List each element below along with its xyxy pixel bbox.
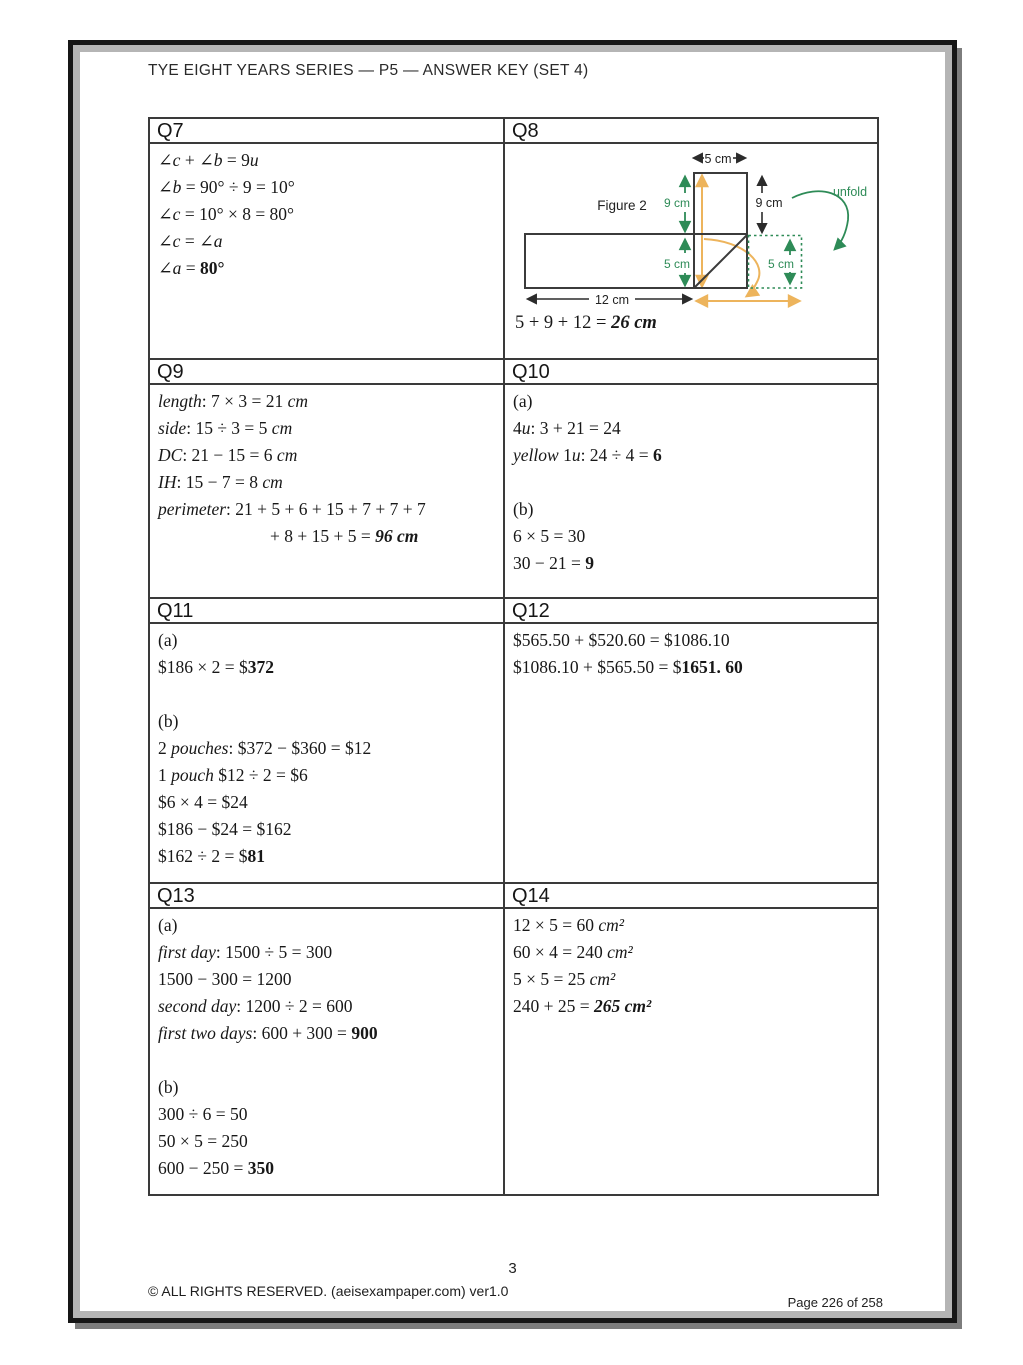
answer-line: side: 15 ÷ 3 = 5 cm [158,418,293,438]
answer-line: 12 × 5 = 60 cm² [513,915,625,935]
answer-line: first two days: 600 + 300 = 900 [158,1023,378,1043]
answer-line: $565.50 + $520.60 = $1086.10 [513,630,730,650]
answer-line [158,681,495,708]
answer-line: + 8 + 15 + 5 = 96 cm [270,526,419,546]
answer-line: (a) [158,915,178,935]
answer-line: yellow 1u: 24 ÷ 4 = 6 [513,445,662,465]
right-5cm-label: 5 cm [767,257,795,271]
q13-header: Q13 [149,883,504,908]
answer-line: (a) [158,630,178,650]
figure-label: Figure 2 [597,198,647,213]
horizontal-rectangle [525,234,747,288]
answer-line: IH: 15 − 7 = 8 cm [158,472,283,492]
answer-line: 4u: 3 + 21 = 24 [513,418,621,438]
answer-line: ∠a = 80° [158,258,225,278]
answer-line: $162 ÷ 2 = $81 [158,846,265,866]
document-page [80,52,945,1311]
right-9cm-label: 9 cm [755,196,783,210]
answer-line: 240 + 25 = 265 cm² [513,996,652,1016]
q11-answer-cell [149,623,504,883]
answer-line: 30 − 21 = 9 [513,553,594,573]
answer-line: $6 × 4 = $24 [158,792,248,812]
q14-header: Q14 [504,883,878,908]
q8-answer-formula [515,310,657,337]
q11-header: Q11 [149,598,504,623]
answer-line: 50 × 5 = 250 [158,1131,248,1151]
answer-line: length: 7 × 3 = 21 cm [158,391,309,411]
answer-line [158,1047,495,1074]
answer-line: ∠c + ∠b = 9u [158,150,259,170]
q7-answer-cell [149,143,504,359]
left-9cm-label: 9 cm [663,196,691,210]
answer-line: 1500 − 300 = 1200 [158,969,292,989]
left-5cm-label: 5 cm [663,257,691,271]
answer-line: (b) [158,711,179,731]
answer-line: 6 × 5 = 30 [513,526,586,546]
answer-line: 600 − 250 = 350 [158,1158,274,1178]
answer-line: (b) [513,499,534,519]
q13-answer-cell [149,908,504,1195]
q8-header: Q8 [504,118,878,143]
answer-line: $1086.10 + $565.50 = $1651. 60 [513,657,743,677]
bottom-12cm-label: 12 cm [594,293,630,307]
q12-answer-cell [504,623,878,883]
q12-header: Q12 [504,598,878,623]
answer-line: 2 pouches: $372 − $360 = $12 [158,738,372,758]
page-number: 3 [508,1260,517,1277]
top-width-label: 5 cm [704,152,732,166]
document-title: TYE EIGHT YEARS SERIES — P5 — ANSWER KEY (SET 4) [148,62,589,79]
answer-line: ∠b = 90° ÷ 9 = 10° [158,177,295,197]
answer-line: second day: 1200 ÷ 2 = 600 [158,996,353,1016]
answer-line: $186 × 2 = $372 [158,657,274,677]
answer-line: 60 × 4 = 240 cm² [513,942,633,962]
answer-line: DC: 21 − 15 = 6 cm [158,445,298,465]
q10-answer-cell [504,384,878,598]
answer-line: $186 − $24 = $162 [158,819,292,839]
answer-line: 300 ÷ 6 = 50 [158,1104,248,1124]
page-frame [68,40,957,1323]
copyright-notice: © ALL RIGHTS RESERVED. (aeisexampaper.com) ver1.0 [148,1283,509,1299]
unfold-arrow [792,191,848,249]
q8-answer-cell [504,143,878,359]
q9-answer-cell [149,384,504,598]
answer-line: 1 pouch $12 ÷ 2 = $6 [158,765,308,785]
q14-answer-cell [504,908,878,1195]
answer-line: ∠c = 10° × 8 = 80° [158,204,295,224]
answer-table [148,117,879,1196]
unfold-label: unfold [832,185,868,199]
answer-line [513,469,869,496]
q9-header: Q9 [149,359,504,384]
answer-line: first day: 1500 ÷ 5 = 300 [158,942,333,962]
q7-header: Q7 [149,118,504,143]
answer-line: 5 × 5 = 25 cm² [513,969,616,989]
page-indicator: Page 226 of 258 [787,1295,883,1310]
answer-line: perimeter: 21 + 5 + 6 + 15 + 7 + 7 + 7 [158,499,426,519]
answer-line: 5 + 9 + 12 = 26 cm [515,313,657,333]
answer-line: ∠c = ∠a [158,231,223,251]
answer-line: (a) [513,391,533,411]
q10-header: Q10 [504,359,878,384]
answer-line: (b) [158,1077,179,1097]
